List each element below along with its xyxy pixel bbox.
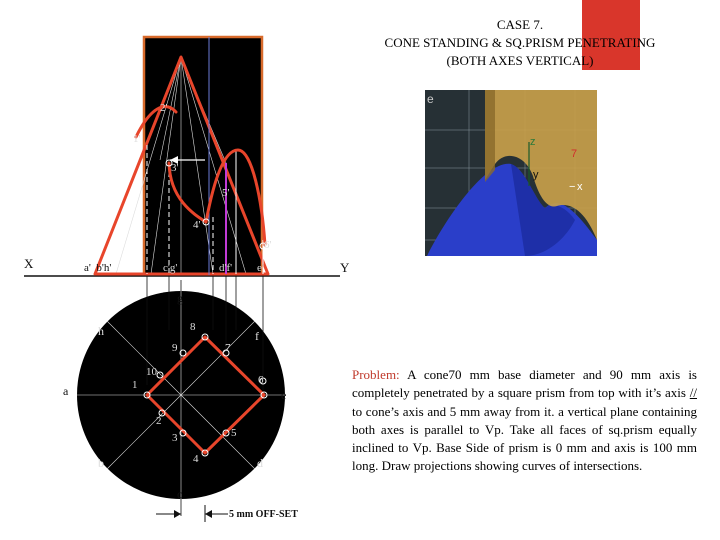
label-2: 2 — [156, 415, 162, 427]
label-Y: Y — [340, 260, 350, 275]
render-axis-minus: − — [569, 181, 576, 193]
label-f: f — [255, 329, 259, 343]
label-4-prime: 4' — [193, 219, 201, 231]
problem-parallel-symbol: // — [689, 385, 697, 401]
offset-dimension — [156, 505, 228, 522]
label-d: d — [257, 456, 263, 470]
problem-text-1: A cone70 mm base diameter and 90 mm axis is completely penetrated by a square prism from top with it’s axis — [352, 367, 697, 401]
label-e: e — [281, 388, 287, 402]
case-title — [330, 16, 710, 70]
label-6: 6 — [258, 374, 264, 386]
render-axis-x: x — [577, 181, 583, 193]
label-c-g-prime: c'g' — [163, 262, 178, 274]
render-axis-y: y — [533, 169, 539, 181]
label-1: 1 — [132, 379, 138, 391]
label-3-prime: 3' — [171, 162, 179, 174]
label-a-b-h-prime: a' b'h' — [84, 262, 112, 274]
case-title-line3: (BOTH AXES VERTICAL) — [446, 53, 594, 68]
label-7: 7 — [225, 342, 231, 354]
label-X: X — [24, 256, 34, 271]
label-5-prime: 5' — [222, 187, 230, 199]
elevation-panel — [144, 37, 262, 275]
3d-render-image — [425, 90, 597, 256]
case-title-line1: CASE 7. — [496, 17, 544, 32]
render-prism-face — [485, 90, 495, 182]
label-3: 3 — [172, 432, 178, 444]
label-10: 10 — [146, 366, 157, 378]
plan-generators — [77, 291, 285, 499]
label-9: 9 — [172, 342, 178, 354]
label-1-prime: 1' — [133, 133, 141, 145]
render-axis-z: z — [530, 136, 536, 148]
label-8: 8 — [190, 321, 196, 333]
label-c: c — [177, 487, 183, 501]
render-axis-7: 7 — [571, 148, 578, 160]
label-g: g — [177, 291, 183, 305]
offset-label: 5 mm OFF-SET — [229, 509, 298, 520]
label-d-f-prime: d'f' — [219, 262, 233, 274]
label-6-prime: 6' — [264, 239, 272, 251]
problem-title: Problem: — [352, 367, 400, 382]
label-a: a — [63, 384, 69, 398]
problem-text-2: to cone’s axis and 5 mm away from it. a vertical plane containing both axes is parallel to Vp. Take all faces of sq.prism equally inclined to Vp. Base Side of prism is 0 mm and axis is 100 mm long. Draw projections showing curves of intersections. — [352, 403, 697, 474]
3d-render-scene — [425, 90, 597, 256]
label-h: h — [98, 324, 104, 338]
case-title-line2: CONE STANDING & SQ.PRISM PENETRATING — [384, 35, 656, 50]
label-5: 5 — [231, 427, 237, 439]
label-2-prime: 2' — [160, 102, 168, 114]
label-4: 4 — [193, 453, 199, 465]
label-e-prime: e' — [257, 262, 264, 274]
label-b: b — [98, 456, 104, 470]
render-corner-label: e — [427, 92, 434, 106]
problem-statement — [352, 366, 697, 476]
